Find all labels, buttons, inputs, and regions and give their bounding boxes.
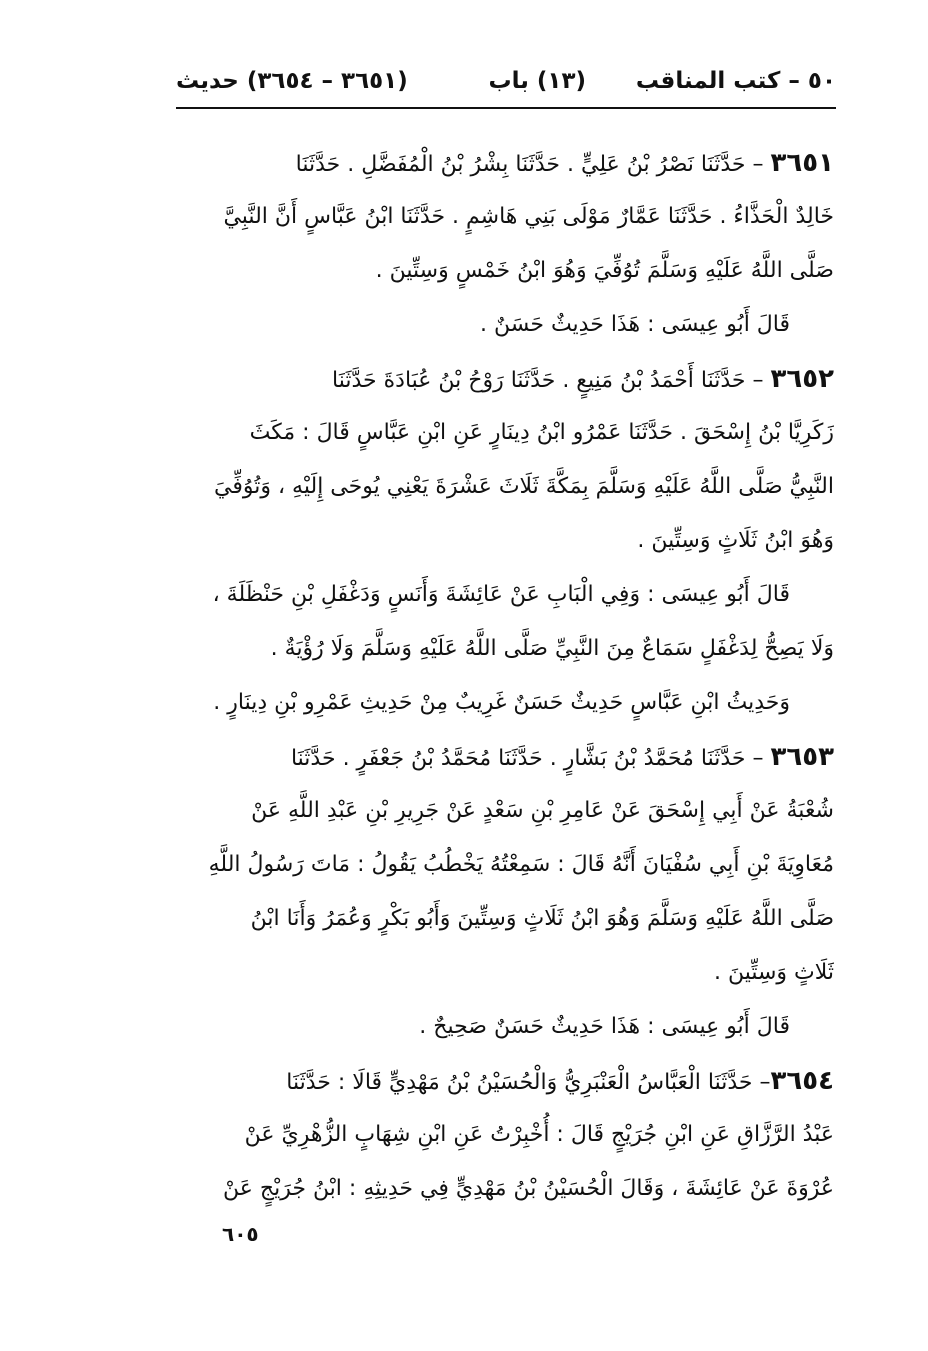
- hadith-number: ٣٦٥٢: [770, 364, 834, 394]
- line-text: عَبْدُ الرَّزَّاقِ عَنِ ابْنِ جُرَيْجٍ قَالَ : أُخْبِرْتُ عَنِ ابْنِ شِهَابٍ الزُّهْرِيِّ عَنْ: [244, 1122, 834, 1147]
- text-line: [178, 1000, 834, 1054]
- header-rule: [176, 107, 836, 109]
- text-line: [178, 136, 834, 190]
- page-body: [178, 136, 834, 1216]
- line-text: صَلَّى اللَّهُ عَلَيْهِ وَسَلَّمَ تُوُفِّيَ وَهُوَ ابْنُ خَمْسٍ وَسِتِّينَ .: [375, 258, 834, 283]
- hadith-number: ٣٦٥٤: [770, 1066, 834, 1096]
- text-line: [178, 1054, 834, 1108]
- line-text: قَالَ أَبُو عِيسَى : هَذَا حَدِيثٌ حَسَنٌ .: [480, 312, 790, 337]
- text-line: [178, 406, 834, 460]
- line-text: وَحَدِيثُ ابْنِ عَبَّاسٍ حَدِيثٌ حَسَنٌ غَرِيبٌ مِنْ حَدِيثِ عَمْرِو بْنِ دِينَارٍ .: [213, 690, 790, 715]
- line-text: شُعْبَةُ عَنْ أَبِي إِسْحَقَ عَنْ عَامِرِ بْنِ سَعْدٍ عَنْ جَرِيرِ بْنِ عَبْدِ اللَّهِ عَنْ: [251, 798, 834, 823]
- text-line: [178, 730, 834, 784]
- text-line: [178, 460, 834, 514]
- line-text: خَالِدٌ الْحَذَّاءُ . حَدَّثَنَا عَمَّارٌ مَوْلَى بَنِي هَاشِمٍ . حَدَّثَنَا ابْنُ عَبَّاسٍ أَنَّ النَّبِيَّ: [223, 204, 834, 229]
- header-chapter: (١٣) باب: [488, 68, 586, 94]
- running-header: [176, 62, 836, 108]
- line-text: مُعَاوِيَةَ بْنِ أَبِي سُفْيَانَ أَنَّهُ قَالَ : سَمِعْتُهُ يَخْطُبُ يَقُولُ : مَاتَ رَسُولُ اللَّهِ: [208, 852, 834, 877]
- line-text: – حَدَّثَنَا أَحْمَدُ بْنُ مَنِيعٍ . حَدَّثَنَا رَوْحُ بْنُ عُبَادَةَ حَدَّثَنَا: [332, 368, 771, 393]
- line-text: وَلَا يَصِحُّ لِدَغْفَلٍ سَمَاعٌ مِنَ النَّبِيِّ صَلَّى اللَّهُ عَلَيْهِ وَسَلَّمَ وَلَا رُؤْيَةٌ .: [270, 636, 834, 661]
- text-line: [178, 676, 834, 730]
- hadith-number: ٣٦٥١: [770, 148, 834, 178]
- text-line: [178, 1162, 834, 1216]
- text-line: [178, 568, 834, 622]
- line-text: صَلَّى اللَّهُ عَلَيْهِ وَسَلَّمَ وَهُوَ ابْنُ ثَلَاثٍ وَسِتِّينَ وَأَبُو بَكْرٍ وَعُمَرُ وَأَنَا ابْنُ: [250, 906, 834, 931]
- text-line: [178, 190, 834, 244]
- text-line: [178, 514, 834, 568]
- header-book-title: ٥٠ – كتب المناقب: [635, 68, 836, 94]
- text-line: [178, 838, 834, 892]
- line-text: – حَدَّثَنَا نَصْرُ بْنُ عَلِيٍّ . حَدَّثَنَا بِشْرُ بْنُ الْمُفَضَّلِ . حَدَّثَنَا: [295, 152, 771, 177]
- line-text: زَكَرِيَّا بْنُ إِسْحَقَ . حَدَّثَنَا عَمْرُو ابْنُ دِينَارٍ عَنِ ابْنِ عَبَّاسٍ قَالَ : مَكَثَ: [249, 420, 834, 445]
- text-line: [178, 352, 834, 406]
- text-line: [178, 298, 834, 352]
- text-line: [178, 946, 834, 1000]
- text-line: [178, 622, 834, 676]
- line-text: عُرْوَةَ عَنْ عَائِشَةَ ، وَقَالَ الْحُسَيْنُ بْنُ مَهْدِيٍّ فِي حَدِيثِهِ : ابْنُ جُرَيْجٍ عَنْ: [223, 1176, 834, 1201]
- text-line: [178, 244, 834, 298]
- line-text: ثَلَاثٍ وَسِتِّينَ .: [713, 960, 834, 985]
- line-text: – حَدَّثَنَا مُحَمَّدُ بْنُ بَشَّارٍ . حَدَّثَنَا مُحَمَّدُ بْنُ جَعْفَرٍ . حَدَّثَنَا: [290, 746, 771, 771]
- line-text: قَالَ أَبُو عِيسَى : هَذَا حَدِيثٌ حَسَنٌ صَحِيحٌ .: [419, 1014, 790, 1039]
- text-line: [178, 784, 834, 838]
- page-number: ٦٠٥: [222, 1222, 259, 1246]
- hadith-number: ٣٦٥٣: [770, 742, 834, 772]
- line-text: قَالَ أَبُو عِيسَى : وَفِي الْبَابِ عَنْ عَائِشَةَ وَأَنَسٍ وَدَغْفَلِ بْنِ حَنْظَلَةَ ،: [212, 582, 790, 607]
- text-line: [178, 1108, 834, 1162]
- text-line: [178, 892, 834, 946]
- header-hadith-range: (٣٦٥١ – ٣٦٥٤) حديث: [176, 68, 408, 94]
- line-text: وَهُوَ ابْنُ ثَلَاثٍ وَسِتِّينَ .: [637, 528, 834, 553]
- line-text: – حَدَّثَنَا الْعَبَّاسُ الْعَنْبَرِيُّ وَالْحُسَيْنُ بْنُ مَهْدِيٍّ قَالَا : حَدَّثَنَا: [286, 1070, 771, 1095]
- line-text: النَّبِيُّ صَلَّى اللَّهُ عَلَيْهِ وَسَلَّمَ بِمَكَّةَ ثَلَاثَ عَشْرَةَ يَعْنِي يُوحَى إِلَيْهِ ، وَتُوُفِّيَ: [214, 474, 834, 499]
